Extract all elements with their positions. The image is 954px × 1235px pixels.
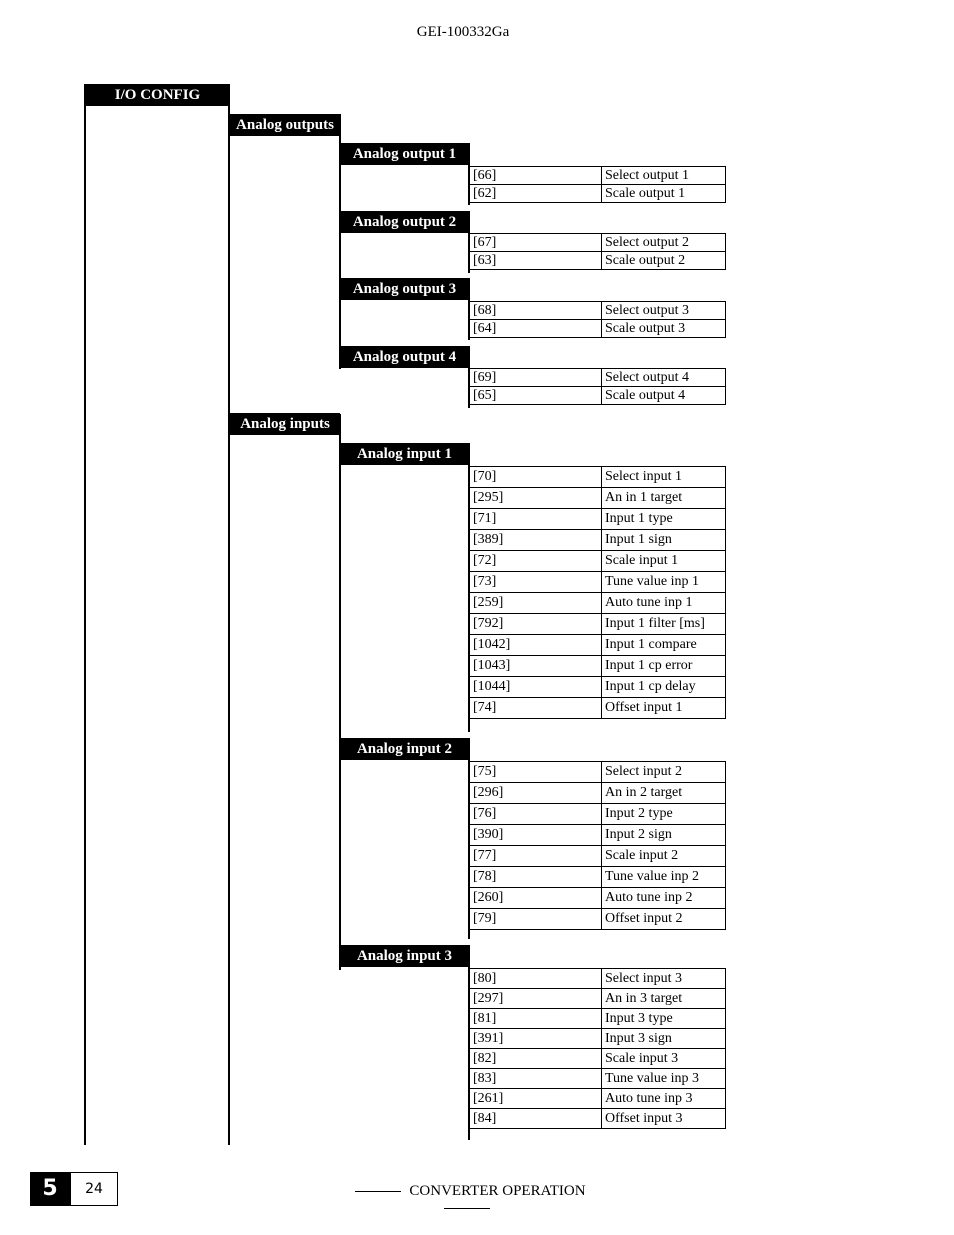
table-row xyxy=(470,677,726,698)
param-number: [67] xyxy=(470,234,602,252)
analog-output-4-table xyxy=(469,368,726,405)
param-name: Input 1 cp error xyxy=(602,656,726,677)
param-name: Scale input 2 xyxy=(602,846,726,867)
page-number: 24 xyxy=(70,1172,118,1206)
analog-outputs-label: Analog outputs xyxy=(230,114,340,136)
tree-line-root xyxy=(84,84,86,1145)
param-name: Scale output 4 xyxy=(602,387,726,405)
table-row xyxy=(470,989,726,1009)
param-number: [83] xyxy=(470,1069,602,1089)
param-number: [296] xyxy=(470,783,602,804)
param-number: [81] xyxy=(470,1009,602,1029)
table-row xyxy=(470,593,726,614)
param-number: [63] xyxy=(470,252,602,270)
table-row xyxy=(470,909,726,930)
param-number: [64] xyxy=(470,320,602,338)
param-number: [78] xyxy=(470,867,602,888)
chapter-badge: 5 xyxy=(30,1172,70,1206)
param-number: [62] xyxy=(470,185,602,203)
param-number: [792] xyxy=(470,614,602,635)
param-number: [79] xyxy=(470,909,602,930)
param-name: Auto tune inp 1 xyxy=(602,593,726,614)
table-row xyxy=(470,1009,726,1029)
param-number: [75] xyxy=(470,762,602,783)
param-name: Scale input 3 xyxy=(602,1049,726,1069)
table-row xyxy=(470,762,726,783)
param-number: [261] xyxy=(470,1089,602,1109)
param-number: [80] xyxy=(470,969,602,989)
param-name: Input 2 sign xyxy=(602,825,726,846)
param-name: Select output 4 xyxy=(602,369,726,387)
analog-inputs-label: Analog inputs xyxy=(230,413,340,435)
param-number: [71] xyxy=(470,509,602,530)
table-row xyxy=(470,320,726,338)
table-row xyxy=(470,1109,726,1129)
param-number: [74] xyxy=(470,698,602,719)
footer-rule-right xyxy=(444,1208,490,1209)
table-row xyxy=(470,614,726,635)
analog-input-3-table xyxy=(469,968,726,1129)
param-number: [68] xyxy=(470,302,602,320)
footer-title xyxy=(320,1183,613,1217)
table-row xyxy=(470,467,726,488)
table-row xyxy=(470,369,726,387)
analog-output-3-label: Analog output 3 xyxy=(340,278,469,300)
param-name: Select output 2 xyxy=(602,234,726,252)
table-row xyxy=(470,530,726,551)
table-row xyxy=(470,698,726,719)
table-row xyxy=(470,1029,726,1049)
table-row xyxy=(470,846,726,867)
table-row xyxy=(470,783,726,804)
table-row xyxy=(470,1069,726,1089)
footer-title-text: CONVERTER OPERATION xyxy=(409,1183,586,1199)
param-name: Input 1 cp delay xyxy=(602,677,726,698)
param-number: [84] xyxy=(470,1109,602,1129)
table-row xyxy=(470,888,726,909)
analog-output-4-label: Analog output 4 xyxy=(340,346,469,368)
param-name: An in 3 target xyxy=(602,989,726,1009)
footer-rule-left xyxy=(355,1191,401,1192)
param-name: Input 3 type xyxy=(602,1009,726,1029)
analog-input-1-label: Analog input 1 xyxy=(340,443,469,465)
param-number: [260] xyxy=(470,888,602,909)
table-row xyxy=(470,572,726,593)
param-name: Auto tune inp 3 xyxy=(602,1089,726,1109)
table-row xyxy=(470,488,726,509)
analog-output-1-table xyxy=(469,166,726,203)
analog-input-2-table xyxy=(469,761,726,930)
table-row xyxy=(470,234,726,252)
table-row xyxy=(470,302,726,320)
table-row xyxy=(470,804,726,825)
table-row xyxy=(470,1089,726,1109)
io-config-label: I/O CONFIG xyxy=(86,84,229,106)
param-number: [1044] xyxy=(470,677,602,698)
param-name: Select input 1 xyxy=(602,467,726,488)
param-number: [72] xyxy=(470,551,602,572)
table-row xyxy=(470,1049,726,1069)
param-number: [69] xyxy=(470,369,602,387)
table-row xyxy=(470,825,726,846)
param-name: Scale input 1 xyxy=(602,551,726,572)
param-name: Input 1 type xyxy=(602,509,726,530)
table-row xyxy=(470,551,726,572)
param-name: Scale output 3 xyxy=(602,320,726,338)
table-row xyxy=(470,509,726,530)
param-number: [391] xyxy=(470,1029,602,1049)
param-number: [70] xyxy=(470,467,602,488)
param-name: Auto tune inp 2 xyxy=(602,888,726,909)
analog-input-2-label: Analog input 2 xyxy=(340,738,469,760)
param-name: Offset input 3 xyxy=(602,1109,726,1129)
param-name: Tune value inp 2 xyxy=(602,867,726,888)
param-name: Input 2 type xyxy=(602,804,726,825)
param-name: Input 1 sign xyxy=(602,530,726,551)
param-name: Select output 1 xyxy=(602,167,726,185)
analog-output-2-table xyxy=(469,233,726,270)
param-name: Scale output 2 xyxy=(602,252,726,270)
tree-line-analog-outputs xyxy=(228,84,230,1145)
param-name: Tune value inp 1 xyxy=(602,572,726,593)
analog-output-1-label: Analog output 1 xyxy=(340,143,469,165)
param-name: Scale output 1 xyxy=(602,185,726,203)
param-name: Select input 3 xyxy=(602,969,726,989)
param-number: [73] xyxy=(470,572,602,593)
param-number: [295] xyxy=(470,488,602,509)
table-row xyxy=(470,167,726,185)
param-name: Input 3 sign xyxy=(602,1029,726,1049)
table-row xyxy=(470,185,726,203)
param-name: Input 1 compare xyxy=(602,635,726,656)
param-number: [82] xyxy=(470,1049,602,1069)
table-row xyxy=(470,635,726,656)
param-number: [390] xyxy=(470,825,602,846)
param-name: Offset input 1 xyxy=(602,698,726,719)
table-row xyxy=(470,387,726,405)
table-row xyxy=(470,867,726,888)
analog-input-1-table xyxy=(469,466,726,719)
analog-input-3-label: Analog input 3 xyxy=(340,945,469,967)
table-row xyxy=(470,252,726,270)
param-name: Offset input 2 xyxy=(602,909,726,930)
param-name: An in 1 target xyxy=(602,488,726,509)
table-row xyxy=(470,969,726,989)
param-number: [1042] xyxy=(470,635,602,656)
table-row xyxy=(470,656,726,677)
param-number: [259] xyxy=(470,593,602,614)
param-number: [66] xyxy=(470,167,602,185)
param-number: [76] xyxy=(470,804,602,825)
param-number: [1043] xyxy=(470,656,602,677)
document-id: GEI-100332Ga xyxy=(416,24,510,40)
param-number: [65] xyxy=(470,387,602,405)
analog-output-2-label: Analog output 2 xyxy=(340,211,469,233)
param-number: [389] xyxy=(470,530,602,551)
tree-line-input-groups xyxy=(339,414,341,970)
param-number: [297] xyxy=(470,989,602,1009)
param-number: [77] xyxy=(470,846,602,867)
param-name: Select input 2 xyxy=(602,762,726,783)
param-name: Tune value inp 3 xyxy=(602,1069,726,1089)
analog-output-3-table xyxy=(469,301,726,338)
param-name: An in 2 target xyxy=(602,783,726,804)
param-name: Select output 3 xyxy=(602,302,726,320)
param-name: Input 1 filter [ms] xyxy=(602,614,726,635)
